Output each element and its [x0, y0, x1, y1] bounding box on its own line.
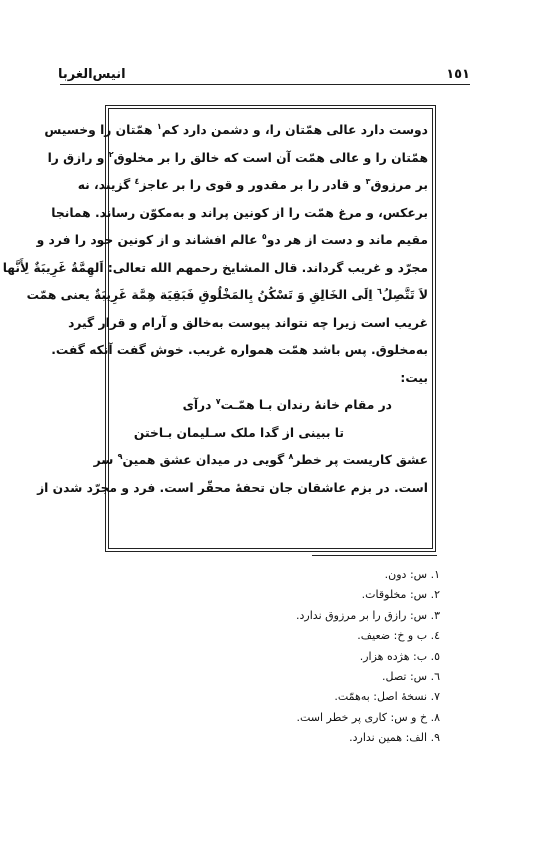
footnote: ١. س: دون.: [384, 568, 440, 581]
running-title: انيس‌الغربا: [58, 67, 126, 82]
body-line: است. در بزم عاشقان جان تحفهٔ محقّر است. فرد و مجرّد شدن از: [37, 480, 428, 495]
footnote-ref: ٣: [365, 176, 371, 186]
footnote-rule: [312, 555, 437, 556]
footnote-ref: ٢: [108, 149, 114, 159]
verse-line-1: در مقام خانهٔ رندان بـا همّـت$^٧$ درآی: [182, 396, 392, 412]
body-line: غریب است زیرا چه نتواند پیوست به‌خالق و آرام و قرار گیرد: [68, 315, 428, 330]
page-header: [58, 62, 470, 82]
footnote: ٨. خ و س: کاری پر خطر است.: [296, 710, 440, 724]
body-line: برعکس، و مرغ همّت را از کونین پراند و به‌مکوّن رساند. همانجا: [51, 205, 428, 220]
body-line: لاَ تَتَّصِلُ$^٦$ اِلَی الخَالِقِ وَ تَسْکُنُ بِالمَخْلُوقِ فَبَقِیَة هِمَّة غَرِیبَةٌ یعنی همّت: [26, 286, 428, 302]
footnote-ref: ٧: [215, 396, 221, 406]
body-line: بر مرزوق$^٣$ و قادر را بر مقدور و قوی را بر عاجز$^٤$ گزیند، نه: [77, 176, 428, 192]
header-rule: [60, 84, 470, 85]
footnote-ref: ٤: [134, 176, 140, 186]
footnote-ref: ١: [156, 121, 162, 131]
page-number: ١٥١: [446, 67, 470, 82]
body-line: مجرّد و غریب گرداند. قال المشایخ رحمهم الله تعالی: اَلهِمَّةُ غَرِیبَةٌ لِأَنَّها: [2, 260, 428, 275]
footnote: ٦. س: تصل.: [382, 670, 440, 684]
body-line: دوست دارد عالی همّتان را، و دشمن دارد کم$^١$ همّتان را وخسیس: [44, 121, 428, 137]
body-line: مقیم ماند و دست از هر دو$^٥$ عالم افشاند و از کونین خود را فرد و: [36, 231, 428, 247]
footnote: ٣. س: رازق را بر مرزوق ندارد.: [296, 608, 440, 622]
footnote-ref: ٨: [288, 451, 294, 461]
verse-line-2: تا ببینی از گدا ملک سـلیمان بـاختن: [133, 425, 344, 440]
footnote: ٧. نسخهٔ اصل: به‌همّت.: [334, 690, 440, 704]
body-line: همّتان را و عالی همّت آن است که خالق را بر مخلوق$^٢$ و رازق را: [47, 149, 428, 165]
footnote-ref: ٦: [376, 286, 382, 296]
footnote-ref: ٥: [261, 231, 267, 241]
footnote: ٩. الف: همین ندارد.: [349, 731, 440, 745]
body-line: به‌مخلوق. پس باشد همّت همواره غریب. خوش گفت آنکه گفت.: [51, 343, 428, 357]
body-text: [2, 117, 428, 502]
footnote-ref: ٩: [117, 451, 123, 461]
footnote: ٥. ب: هژده هزار.: [359, 649, 440, 663]
body-line: عشق کاریست پر خطر$^٨$ گویی در میدان عشق همین$^٩$ سر: [93, 451, 428, 467]
footnote: ٢. س: مخلوقات.: [361, 588, 440, 602]
footnote: ٤. ب و خ: ضعیف.: [357, 629, 440, 643]
footnotes: [140, 565, 440, 749]
verse-label: بیت:: [400, 370, 428, 385]
